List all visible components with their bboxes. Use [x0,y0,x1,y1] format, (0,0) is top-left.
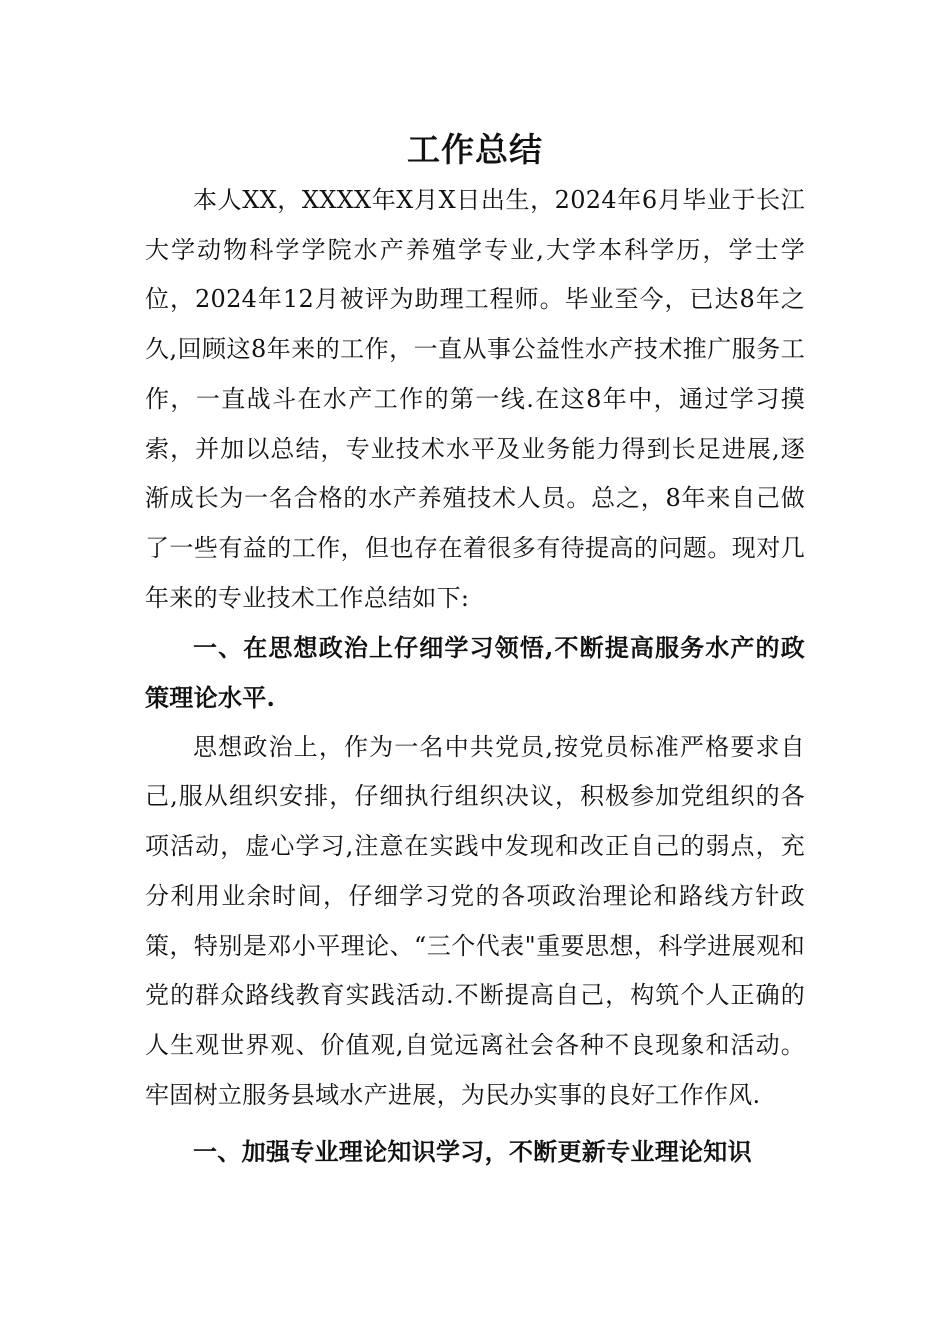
section-heading-professional: 一、加强专业理论知识学习，不断更新专业理论知识 [193,1137,752,1167]
document-page [145,128,805,1177]
intro-paragraph: 本人XX，XXXX年X月X日出生，2024年6月毕业于长江大学动物科学学院水产养殖学专业,大学本科学历，学士学位，2024年12月被评为助理工程师。毕业至今，已达8年之久,回顾这8年来的工作，一直从事公益性水产技术推广服务工作，一直战斗在水产工作的第一线.在这8年中，通过学习摸索，并加以总结，专业技术水平及业务能力得到长足进展,逐渐成长为一名合格的水产养殖技术人员。总之，8年来自己做了一些有益的工作，但也存在着很多有待提高的问题。现对几年来的专业技术工作总结如下: [145,186,805,612]
section-heading-political: 一、在思想政治上仔细学习领悟,不断提高服务水产的政策理论水平. [145,633,805,713]
political-paragraph: 思想政治上，作为一名中共党员,按党员标准严格要求自己,服从组织安排，仔细执行组织决议，积极参加党组织的各项活动，虚心学习,注意在实践中发现和改正自己的弱点，充分利用业余时间，仔细学习党的各项政治理论和路线方针政策，特别是邓小平理论、“三个代表"重要思想，科学进展观和党的群众路线教育实践活动.不断提高自己，构筑个人正确的人生观世界观、价值观,自觉远离社会各种不良现象和活动。牢固树立服务县域水产进展，为民办实事的良好工作作风. [145,732,805,1109]
document-title: 工作总结 [407,130,543,169]
